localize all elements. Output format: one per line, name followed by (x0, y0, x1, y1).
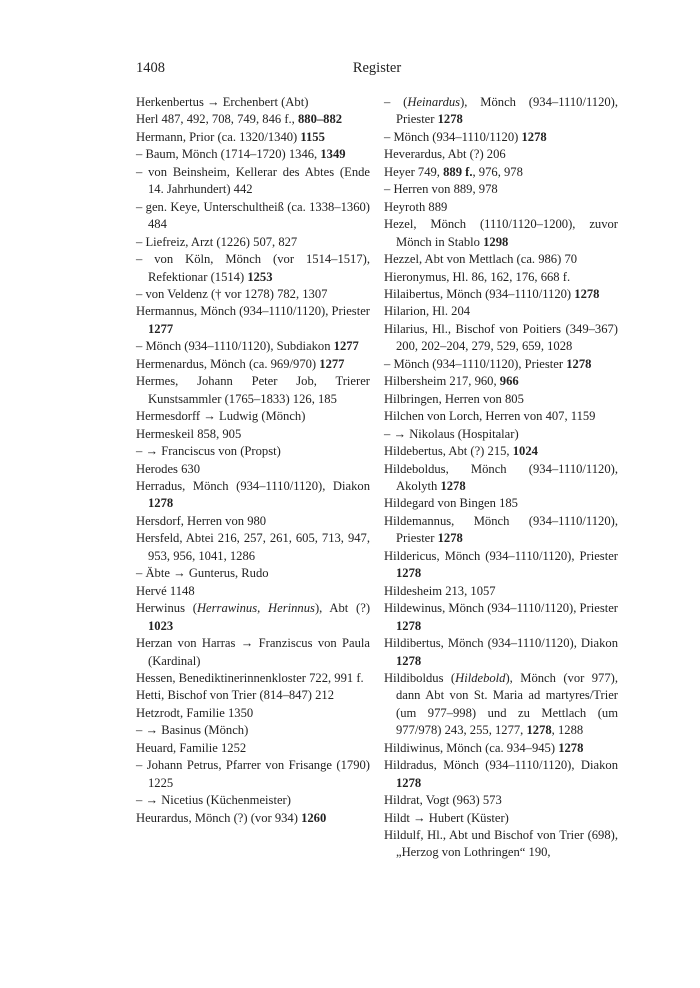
index-entry (384, 792, 618, 809)
page-reference-bold: 1278 (440, 478, 466, 493)
index-entry (136, 600, 370, 635)
entry-text: Hildewinus, Mönch (934–1110/1120), Priester (384, 601, 619, 616)
index-entry (384, 600, 618, 635)
entry-text: Hermesdorff → Ludwig (Mönch) (136, 409, 306, 424)
index-entry (384, 443, 618, 460)
index-entry (136, 303, 370, 338)
entry-text: Hildemannus, Mönch (934–1110/1120), Priester (384, 513, 618, 546)
page-reference-bold: 1278 (437, 531, 463, 546)
entry-text: – Baum, Mönch (1714–1720) 1346, (136, 147, 321, 162)
page-reference-bold: 1277 (148, 321, 174, 336)
entry-text: Hildulf, Hl., Abt und Bischof von Trier (698), „Herzog von Lothringen“ 190, (384, 828, 618, 860)
index-entry (384, 391, 618, 408)
page-reference-bold: 966 (499, 374, 519, 389)
entry-text: Hermenardus, Mönch (ca. 969/970) (136, 356, 320, 371)
index-entry (384, 408, 618, 425)
entry-text: – von Veldenz († vor 1278) 782, 1307 (136, 286, 328, 301)
variant-name-italic: Hildebold (455, 670, 506, 685)
entry-text: , 1288 (551, 723, 584, 738)
entry-text: Hildegard von Bingen 185 (384, 496, 518, 511)
index-entry (384, 129, 618, 146)
index-entry (384, 251, 618, 268)
index-entry (136, 478, 370, 513)
entry-text: Hildt → Hubert (Küster) (384, 810, 509, 825)
entry-text: Hilarius, Hl., Bischof von Poitiers (349–367) 200, 202–204, 279, 529, 659, 1028 (384, 321, 618, 354)
index-entry (384, 303, 618, 320)
entry-text: Hildradus, Mönch (934–1110/1120), Diakon (384, 758, 618, 773)
index-entry (136, 513, 370, 530)
entry-text: – Mönch (934–1110/1120) (384, 129, 522, 144)
entry-text: Hezzel, Abt von Mettlach (ca. 986) 70 (384, 252, 578, 267)
entry-text: – gen. Keye, Unterschultheiß (ca. 1338–1360) 484 (136, 199, 370, 232)
index-entry (384, 321, 618, 356)
index-entry (136, 286, 370, 303)
index-entry (384, 583, 618, 600)
index-entry (384, 827, 618, 862)
page-reference-bold: 1253 (247, 269, 273, 284)
index-entry (384, 740, 618, 757)
entry-text: Heurardus, Mönch (?) (vor 934) (136, 810, 302, 825)
index-entry (136, 530, 370, 565)
index-entry (136, 356, 370, 373)
index-entry (384, 94, 618, 129)
entry-text: – → Franciscus von (Propst) (136, 444, 281, 459)
variant-name-italic: Herrawinus, Herinnus (196, 601, 315, 616)
entry-text: Heyroth 889 (384, 199, 448, 214)
index-entry (136, 426, 370, 443)
index-entry (136, 687, 370, 704)
page-number: 1408 (136, 60, 165, 76)
index-entry (136, 705, 370, 722)
entry-text: Heyer 749, (384, 164, 444, 179)
entry-text: Heverardus, Abt (?) 206 (384, 147, 506, 162)
entry-text: Herzan von Harras → Franziscus von Paula (Kardinal) (136, 636, 370, 668)
entry-text: Hetti, Bischof von Trier (814–847) 212 (136, 688, 334, 703)
index-entry (136, 670, 370, 687)
entry-text: Hilchen von Lorch, Herren von 407, 1159 (384, 409, 596, 424)
page-reference-bold: 1278 (566, 356, 592, 371)
entry-text: Herodes 630 (136, 461, 201, 476)
page-reference-bold: 1278 (558, 740, 584, 755)
entry-text: Hieronymus, Hl. 86, 162, 176, 668 f. (384, 269, 571, 284)
entry-text: – Herren von 889, 978 (384, 182, 498, 197)
page-reference-bold: 1023 (148, 618, 174, 633)
left-column (136, 94, 370, 827)
entry-text: – Mönch (934–1110/1120), Priester (384, 356, 567, 371)
index-entry (384, 495, 618, 512)
entry-text: Hilarion, Hl. 204 (384, 304, 471, 319)
entry-text: ), Mönch (934–1110/1120), Priester (396, 95, 619, 127)
page-reference-bold: 1349 (320, 147, 346, 162)
entry-text: , 976, 978 (472, 164, 523, 179)
page-reference-bold: 1278 (396, 775, 422, 790)
index-entry (384, 373, 618, 390)
page-header (136, 60, 618, 82)
index-entry (136, 740, 370, 757)
entry-text: Hildiwinus, Mönch (ca. 934–945) (384, 740, 559, 755)
index-entry (136, 338, 370, 355)
entry-text: Herkenbertus → Erchenbert (Abt) (136, 95, 309, 109)
index-entry (136, 565, 370, 582)
entry-text: Hetzrodt, Familie 1350 (136, 705, 254, 720)
index-entry (384, 286, 618, 303)
index-entry (136, 234, 370, 251)
index-entry (136, 111, 370, 128)
entry-text: Hessen, Benediktinerinnenkloster 722, 991 f. (136, 670, 364, 685)
index-entry (384, 216, 618, 251)
index-entry (384, 426, 618, 443)
entry-text: ), Abt (?) (314, 601, 371, 616)
page-reference-bold: 1278 (574, 286, 600, 301)
index-entry (384, 513, 618, 548)
page-reference-bold: 1277 (333, 339, 359, 354)
entry-text: Hervé 1148 (136, 583, 195, 598)
entry-text: – Johann Petrus, Pfarrer von Frisange (1790) 1225 (136, 758, 370, 790)
index-entry (384, 164, 618, 181)
entry-text: Hermeskeil 858, 905 (136, 426, 242, 441)
index-entry (384, 356, 618, 373)
page-reference-bold: 1278 (526, 723, 552, 738)
page-reference-bold: 889 f. (443, 164, 473, 179)
entry-text: Hildeboldus, Mönch (934–1110/1120), Akolyth (384, 461, 618, 493)
index-entry (136, 146, 370, 163)
entry-text: Heuard, Familie 1252 (136, 740, 247, 755)
index-entry (136, 373, 370, 408)
index-entry (136, 94, 370, 111)
entry-text: – → Basinus (Mönch) (136, 723, 249, 738)
entry-text: Herwinus ( (136, 601, 197, 616)
entry-text: Hermannus, Mönch (934–1110/1120), Priester (136, 304, 370, 319)
page-reference-bold: 1260 (301, 810, 327, 825)
index-entry (136, 635, 370, 670)
entry-text: – von Köln, Mönch (vor 1514–1517), Refektionar (1514) (136, 252, 370, 284)
entry-text: – Mönch (934–1110/1120), Subdiakon (136, 339, 334, 354)
index-entry (384, 810, 618, 827)
index-entry (136, 792, 370, 809)
page-reference-bold: 1155 (300, 129, 325, 144)
entry-text: Hilaibertus, Mönch (934–1110/1120) (384, 286, 575, 301)
index-entry (384, 635, 618, 670)
variant-name-italic: Heinardus (407, 95, 461, 109)
entry-text: Hermann, Prior (ca. 1320/1340) (136, 129, 301, 144)
entry-text: Herradus, Mönch (934–1110/1120), Diakon (136, 478, 370, 493)
index-entry (384, 146, 618, 163)
entry-text: Hermes, Johann Peter Job, Trierer Kunstsammler (1765–1833) 126, 185 (136, 374, 370, 406)
entry-text: – von Beinsheim, Kellerar des Abtes (Ende 14. Jahrhundert) 442 (136, 164, 370, 197)
right-column (384, 94, 618, 862)
entry-text: Herl 487, 492, 708, 749, 846 f., (136, 112, 298, 127)
index-entry (384, 199, 618, 216)
entry-text: Hildiboldus ( (384, 670, 456, 685)
entry-text: Hezel, Mönch (1110/1120–1200), zuvor Mönch in Stablo (384, 217, 618, 249)
index-entry (384, 757, 618, 792)
index-entry (136, 722, 370, 739)
page-reference-bold: 1277 (319, 356, 345, 371)
entry-text: ), Mönch (vor 977), dann Abt von St. Maria ad martyres/Trier (um 977–998) und zu Mettlach (um 977/978) 243, 255, 1277, (396, 670, 618, 738)
index-entry (384, 181, 618, 198)
entry-text: – Liefreiz, Arzt (1226) 507, 827 (136, 234, 298, 249)
index-entry (384, 461, 618, 496)
page-reference-bold: 1278 (148, 496, 174, 511)
entry-text: – → Nicetius (Küchenmeister) (136, 793, 291, 808)
page-reference-bold: 1278 (437, 112, 463, 127)
entry-text: – ( (384, 95, 408, 109)
entry-text: Hildesheim 213, 1057 (384, 583, 496, 598)
index-entry (136, 810, 370, 827)
index-entry (136, 443, 370, 460)
page-reference-bold: 1278 (521, 129, 547, 144)
index-entry (136, 129, 370, 146)
entry-text: – → Nikolaus (Hospitalar) (384, 426, 519, 441)
entry-text: Hildericus, Mönch (934–1110/1120), Priester (384, 548, 618, 563)
page-reference-bold: 1278 (396, 566, 422, 581)
entry-text: Hersdorf, Herren von 980 (136, 513, 267, 528)
index-entry (136, 583, 370, 600)
index-entry (136, 461, 370, 478)
entry-text: Hildebertus, Abt (?) 215, (384, 444, 513, 459)
index-entry (136, 757, 370, 792)
page-reference-bold: 1278 (396, 618, 422, 633)
page-reference-bold: 880–882 (297, 112, 343, 127)
entry-text: Hildrat, Vogt (963) 573 (384, 793, 502, 808)
page-reference-bold: 1024 (512, 444, 538, 459)
index-entry (136, 251, 370, 286)
page-reference-bold: 1298 (483, 234, 509, 249)
running-title: Register (352, 60, 402, 76)
index-entry (136, 408, 370, 425)
entry-text: Hersfeld, Abtei 216, 257, 261, 605, 713, 947, 953, 956, 1041, 1286 (136, 531, 370, 563)
index-entry (384, 548, 618, 583)
index-entry (136, 164, 370, 199)
entry-text: Hilbersheim 217, 960, (384, 374, 500, 389)
index-entry (384, 670, 618, 740)
entry-text: – Äbte → Gunterus, Rudo (136, 566, 269, 581)
entry-text: Hildibertus, Mönch (934–1110/1120), Diakon (384, 636, 618, 651)
entry-text: Hilbringen, Herren von 805 (384, 391, 524, 406)
page-reference-bold: 1278 (396, 653, 422, 668)
index-entry (136, 199, 370, 234)
index-entry (384, 269, 618, 286)
